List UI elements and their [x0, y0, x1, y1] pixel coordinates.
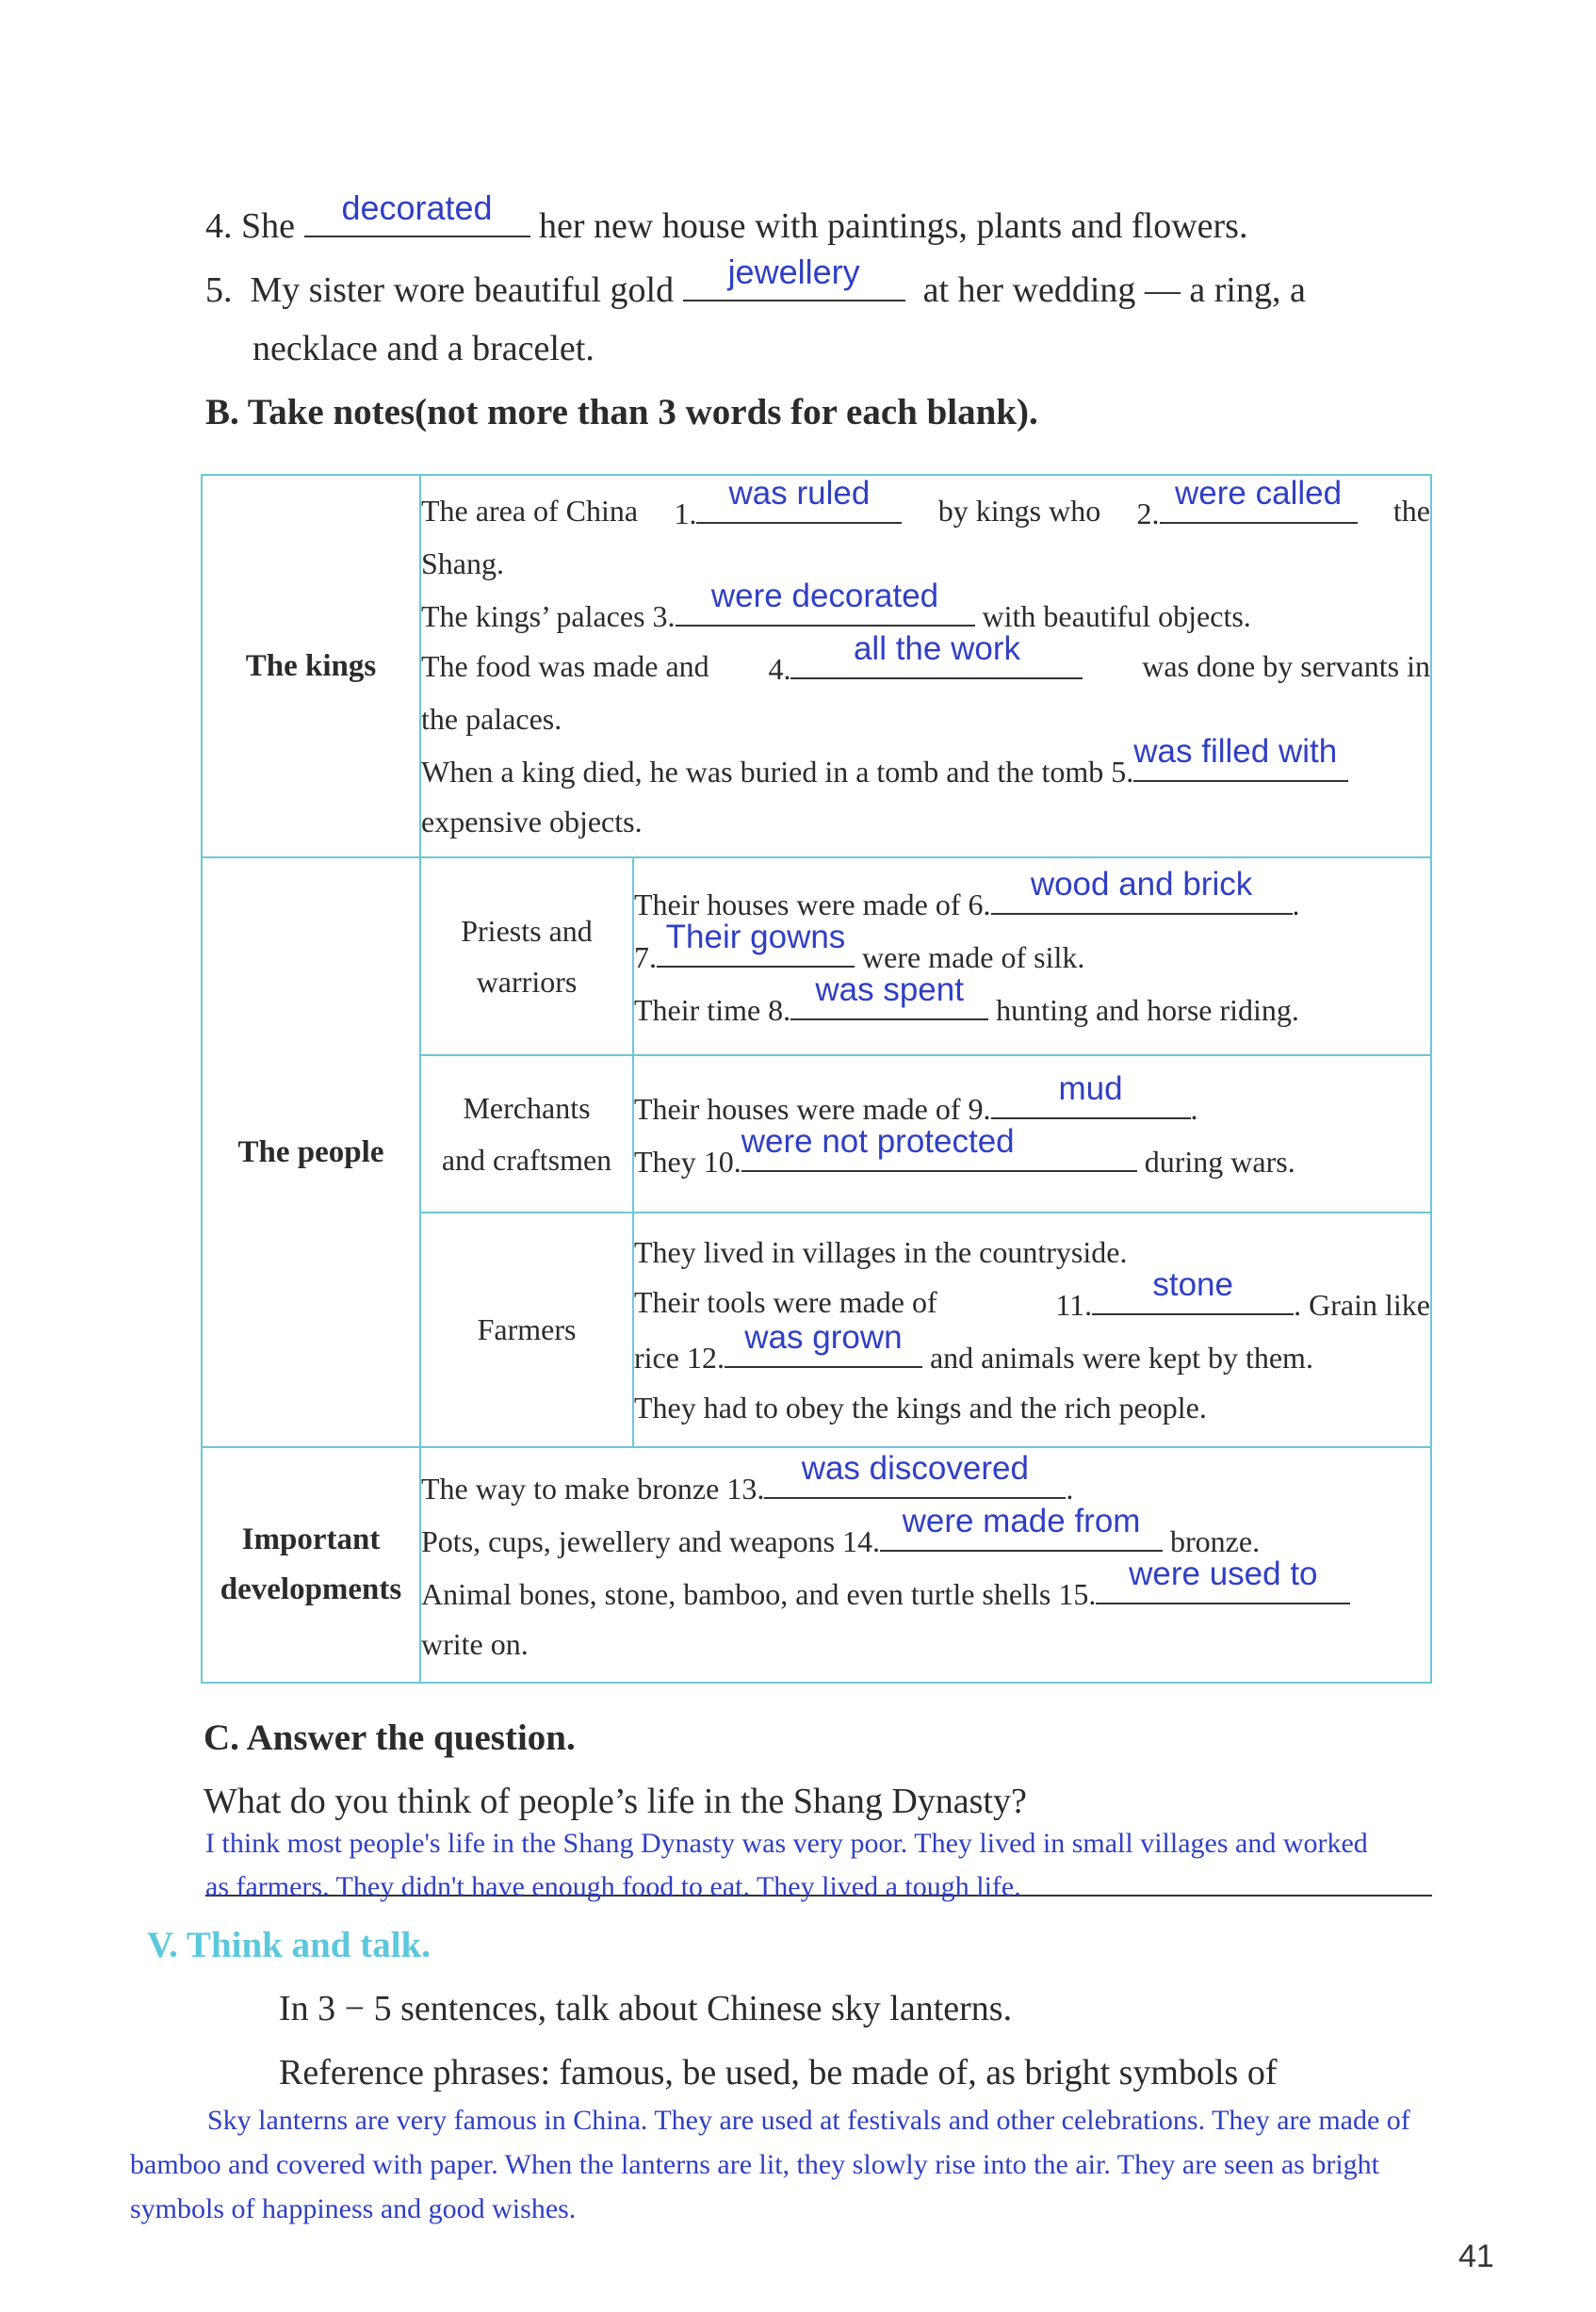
merchants-label: Merchants and craftsmen	[420, 1055, 633, 1213]
exercise-item-4: 4. She decorated her new house with paintings, plants and flowers.	[205, 187, 1248, 246]
blank-5[interactable]: jewellery	[683, 264, 905, 301]
blank-b13[interactable]: was discovered	[764, 1461, 1066, 1499]
section-v-answer-line-2[interactable]: bamboo and covered with paper. When the lanterns are lit, they slowly rise into the air. They are seen as bright	[130, 2149, 1379, 2180]
section-v-answer-line-1[interactable]: Sky lanterns are very famous in China. They are used at festivals and other celebrations. They are made of	[207, 2105, 1410, 2136]
blank-b15[interactable]: were used to	[1096, 1567, 1350, 1604]
section-v-phrases: Reference phrases: famous, be used, be made of, as bright symbols of	[279, 2053, 1278, 2092]
exercise-item-5-cont: necklace and a bracelet.	[252, 329, 594, 368]
blank-b3[interactable]: were decorated	[676, 589, 975, 627]
blank-b12[interactable]: was grown	[725, 1330, 922, 1368]
blank-b7[interactable]: Their gowns	[657, 930, 855, 968]
blank-b5[interactable]: was filled with	[1133, 744, 1348, 782]
priests-label: Priests and warriors	[420, 857, 633, 1055]
exercise-item-5: 5. My sister wore beautiful gold jewellery at her wedding — a ring, a	[205, 252, 1306, 310]
blank-4[interactable]: decorated	[304, 200, 530, 237]
blank-b2[interactable]: were called	[1160, 486, 1358, 524]
farmers-notes: They lived in villages in the countryside. Their tools were made of 11. stone . Grain like rice 12. was grown and animals were kept by them. They had to obey the kings and the rich people.	[633, 1213, 1431, 1447]
developments-label: Important developments	[202, 1447, 420, 1683]
people-label: The people	[202, 857, 420, 1447]
notes-table	[201, 474, 1432, 1684]
blank-b14[interactable]: were made from	[880, 1514, 1163, 1552]
section-b-title: B. Take notes(not more than 3 words for each blank).	[205, 392, 1038, 432]
blank-b11[interactable]: stone	[1092, 1278, 1294, 1315]
blank-b4[interactable]: all the work	[790, 642, 1083, 679]
blank-b10[interactable]: were not protected	[741, 1134, 1137, 1172]
priests-notes: Their houses were made of 6. wood and brick . 7. Their gowns were made of silk. Their time 8. was spent hunting and horse riding.	[633, 857, 1431, 1055]
farmers-label: Farmers	[420, 1213, 633, 1447]
section-c-question: What do you think of people’s life in the Shang Dynasty?	[204, 1782, 1027, 1821]
section-c-title: C. Answer the question.	[204, 1718, 576, 1758]
blank-b9[interactable]: mud	[991, 1082, 1191, 1119]
section-v-answer-line-3[interactable]: symbols of happiness and good wishes.	[130, 2193, 577, 2224]
developments-notes: The way to make bronze 13. was discovered . Pots, cups, jewellery and weapons 14. were made from bronze. Animal bones, stone, bamboo, and even turtle shells 15. were used to write on.	[420, 1447, 1431, 1683]
section-c-answer-line-2[interactable]: as farmers. They didn't have enough food to eat. They lived a tough life.	[205, 1871, 1021, 1902]
blank-b8[interactable]: was spent	[790, 983, 988, 1020]
page-number: 41	[1458, 2239, 1494, 2274]
blank-b1[interactable]: was ruled	[696, 486, 902, 524]
section-v-title: V. Think and talk.	[147, 1925, 431, 1965]
kings-label: The kings	[202, 475, 420, 857]
section-c-answer-line-1[interactable]: I think most people's life in the Shang Dynasty was very poor. They lived in small villages and worked	[205, 1828, 1368, 1859]
merchants-notes: Their houses were made of 9. mud . They 10. were not protected during wars.	[633, 1055, 1431, 1213]
blank-b6[interactable]: wood and brick	[991, 877, 1293, 915]
section-v-instruction: In 3 − 5 sentences, talk about Chinese sky lanterns.	[279, 1989, 1013, 2028]
kings-notes: The area of China 1. was ruled by kings who 2. were called the Shang. The kings’ palaces 3. were decorated with beautiful objects. The food was made and 4. all the work was done by servants in the palaces. When a king died, he was buried in a tomb and the tomb 5. was filled with expensive objects.	[420, 475, 1431, 857]
